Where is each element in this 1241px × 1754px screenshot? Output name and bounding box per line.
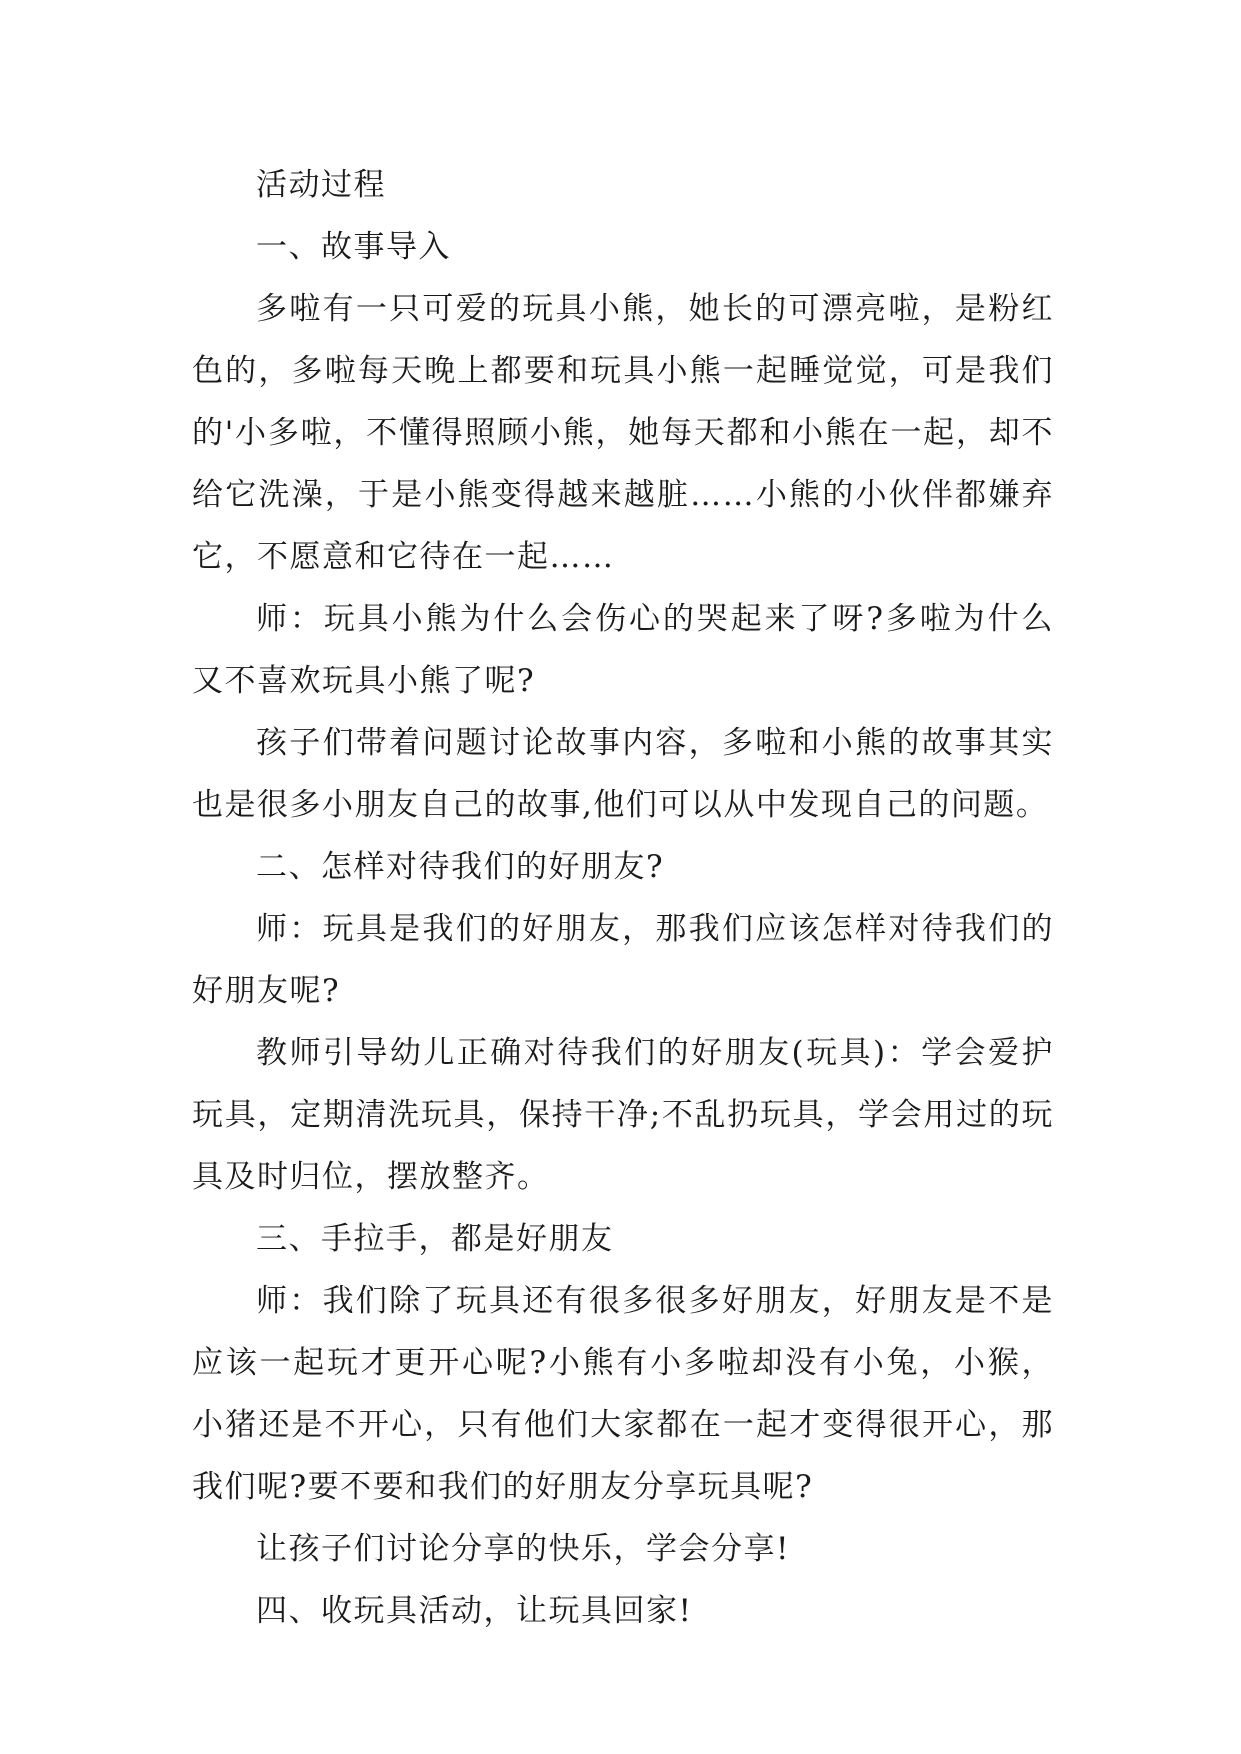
teacher-question: 师：玩具小熊为什么会伤心的哭起来了呀?多啦为什么又不喜欢玩具小熊了呢? — [192, 601, 1054, 699]
subsection-heading: 四、收玩具活动，让玩具回家! — [256, 1593, 693, 1629]
guidance-paragraph: 教师引导幼儿正确对待我们的好朋友(玩具)：学会爱护玩具，定期清洗玩具，保持干净;不乱扔玩具，学会用过的玩具及时归位，摆放整齐。 — [192, 1035, 1054, 1195]
teacher-question: 师：我们除了玩具还有很多很多好朋友，好朋友是不是应该一起玩才更开心呢?小熊有小多啦却没有小兔，小猴，小猪还是不开心，只有他们大家都在一起才变得很开心，那我们呢?要不要和我们的好朋友分享玩具呢? — [192, 1283, 1054, 1505]
teacher-question: 师：玩具是我们的好朋友，那我们应该怎样对待我们的好朋友呢? — [192, 911, 1054, 1009]
subsection-heading: 三、手拉手，都是好朋友 — [256, 1221, 614, 1257]
discussion-paragraph: 让孩子们讨论分享的快乐，学会分享! — [256, 1531, 790, 1567]
section-heading: 活动过程 — [256, 167, 386, 203]
story-paragraph: 多啦有一只可爱的玩具小熊，她长的可漂亮啦，是粉红色的，多啦每天晚上都要和玩具小熊一起睡觉觉，可是我们的'小多啦，不懂得照顾小熊，她每天都和小熊在一起，却不给它洗澡，于是小熊变得越来越脏……小熊的小伙伴都嫌弃它，不愿意和它待在一起…… — [192, 291, 1054, 575]
discussion-paragraph: 孩子们带着问题讨论故事内容，多啦和小熊的故事其实也是很多小朋友自己的故事,他们可以从中发现自己的问题。 — [192, 725, 1054, 823]
subsection-heading: 二、怎样对待我们的好朋友? — [256, 849, 665, 885]
document-body — [192, 154, 1054, 1642]
subsection-heading: 一、故事导入 — [256, 229, 451, 265]
